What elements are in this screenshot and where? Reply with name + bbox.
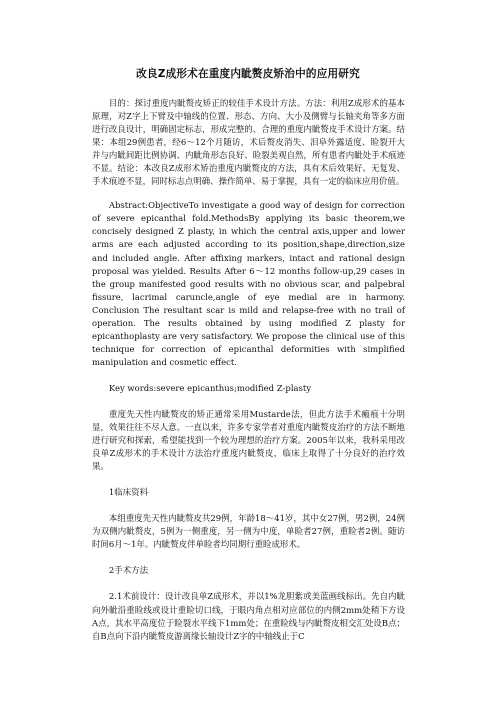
clinical-data-paragraph: 本组重度先天性内眦赘皮共29例，年龄18～41岁，其中女27例，男2例，24例为双侧内眦赘皮，5例为一侧重度，另一侧为中度，单睑者27例，重睑者2例。随访时间6月～1年。内眦赘皮伴单睑者均同期行重睑成形术。	[92, 513, 405, 550]
introduction-paragraph: 重度先天性内眦赘皮的矫正通常采用Mustarde法，但此方法手术瘢痕十分明显，效果往往不尽人意。一直以来，许多专家学者对重度内眦赘皮治疗的方法不断地进行研究和探索，希望能找到一个较为理想的治疗方案。2005年以来，我科采用改良单Z成形术的手术设计方法治疗重度内眦赘皮，临床上取得了十分良好的治疗效果。	[92, 408, 405, 472]
document-body	[92, 97, 405, 643]
keywords: Key words:severe epicanthus;modified Z-plasty	[108, 382, 312, 393]
chinese-abstract: 目的：探讨重度内眦赘皮矫正的较佳手术设计方法。方法：利用Z成形术的基本原理，对Z字上下臂及中轴线的位置、形态、方向、大小及侧臂与长轴夹角等多方面进行改良设计，明确固定标志，形成完整的、合理的重度内眦赘皮手术设计方案。结果：本组29例患者，经6～12个月随访，术后赘皮消失、泪阜外露适度、睑裂开大并与内眦间距比例协调、内眦角形态良好、睑裂美观自然，所有患者内眦处手术痕迹不显。结论：本改良Z成形术矫治重度内眦赘皮的方法，具有术后效果好、无复发、手术痕迹不显，同时标志点明确、操作简单、易于掌握，具有一定的临床应用价值。	[92, 98, 405, 187]
page-title: 改良Z成形术在重度内眦赘皮矫治中的应用研究	[136, 68, 360, 80]
spacer	[92, 369, 405, 382]
surgical-method-paragraph: 2.1术前设计：设计改良单Z成形术，并以1%龙胆紫或美蓝画线标出。先自内眦向外眦沿重睑线或设计重睑切口线，于眼内角点相对应部位的内侧2mm处稍下方设A点，其水平高度位于睑裂水平线下1mm处；在重睑线与内眦赘皮相交汇处设B点；自B点向下沿内眦赘皮游离缘长轴设计Z字的中轴线止于C	[92, 591, 405, 641]
spacer	[92, 395, 405, 408]
spacer	[92, 473, 405, 486]
section-heading-clinical-data: 1临床资料	[108, 487, 149, 498]
spacer	[92, 551, 405, 564]
section-heading-surgical-method: 2手术方法	[108, 565, 149, 576]
spacer	[92, 577, 405, 590]
spacer	[92, 188, 405, 199]
english-abstract: Abstract:ObjectiveTo investigate a good way of design for correction of severe epicanthal fold.MethodsBy applying its basic theorem,we concisely designed Z plasty, in which the central axis,upper and lower arms are each adjusted according to its position,shape,direction,size and included angle. After affixing markers, intact and rational design proposal was yielded. Results After 6～12 months follow-up,29 cases in the group manifested good results with no obvious scar, and palpebral fissure, lacrimal caruncle,angle of eye medial are in harmony. Conclusion The resultant scar is mild and relapse-free with no trail of operation. The results obtained by using modified Z plasty for epicanthoplasty are very satisfactory. We propose the clinical use of this technique for correction of epicanthal deformities with simplified manipulation and cosmetic effect.	[92, 200, 405, 367]
spacer	[92, 499, 405, 512]
